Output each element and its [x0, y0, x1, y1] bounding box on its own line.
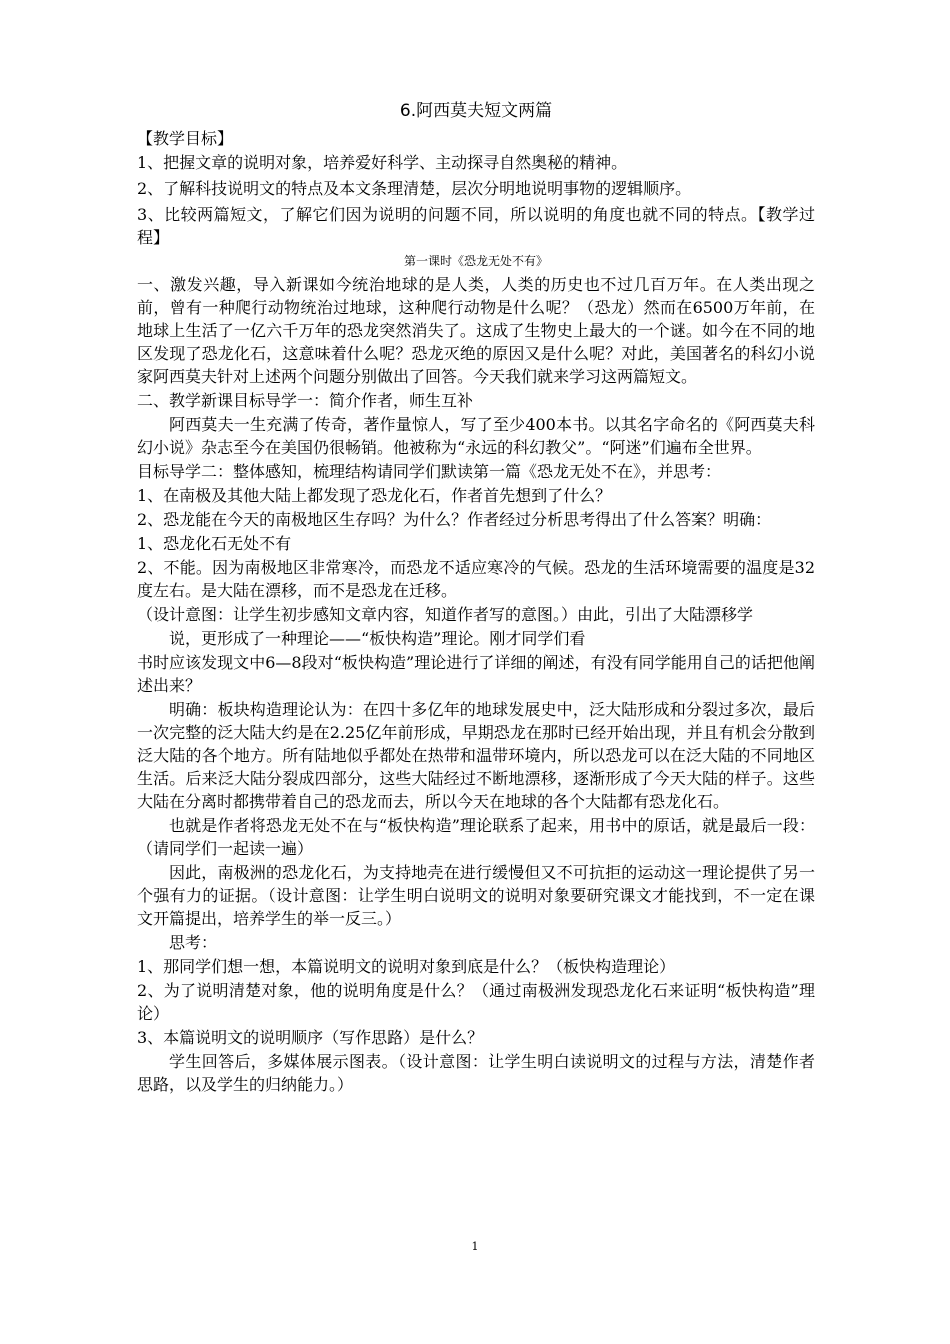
question-1: 1、在南极及其他大陆上都发现了恐龙化石，作者首先想到了什么？ [137, 486, 612, 505]
objective-3: 3、比较两篇短文，了解它们因为说明的问题不同，所以说明的角度也就不同的特点。【教学过程】 [137, 205, 815, 247]
lesson-heading: 第一课时《恐龙无处不有》 [403, 254, 548, 268]
theory-question: 书时应该发现文中6—8段对“板快构造”理论进行了详细的阐述，有没有同学能用自己的话把他阐述出来？ [137, 653, 815, 695]
page-number: 1 [471, 1240, 479, 1253]
document-title: 6.阿西莫夫短文两篇 [399, 101, 553, 121]
design-intent-1: （设计意图：让学生初步感知文章内容，知道作者写的意图。）由此，引出了大陆漂移学 [137, 605, 754, 624]
question-2: 2、恐龙能在今天的南极地区生存吗？为什么？作者经过分析思考得出了什么答案？明确： [137, 510, 772, 529]
closing-paragraph: 学生回答后，多媒体展示图表。（设计意图：让学生明白读说明文的过程与方法，清楚作者思路，以及学生的归纳能力。） [137, 1052, 815, 1094]
answer-2: 2、不能。因为南极地区非常寒冷，而恐龙不适应寒冷的气候。恐龙的生活环境需要的温度是32度左右。是大陆在漂移，而不是恐龙在迁移。 [137, 558, 815, 600]
section-heading-new-lesson: 二、教学新课目标导学一：简介作者，师生互补 [137, 391, 474, 410]
conclusion-paragraph: 因此，南极洲的恐龙化石，为支持地壳在进行缓慢但又不可抗拒的运动这一理论提供了另一个强有力的证据。（设计意图：让学生明白说明文的说明对象要研究课文才能找到，不一定在课文开篇提出，培养学生的举一反三。） [137, 863, 815, 928]
author-paragraph: 阿西莫夫一生充满了传奇，著作量惊人，写了至少400本书。以其名字命名的《阿西莫夫科幻小说》杂志至今在美国仍很畅销。他被称为“永远的科幻教父”。“阿迷”们遍布全世界。 [137, 415, 815, 457]
link-paragraph: 也就是作者将恐龙无处不在与“板快构造”理论联系了起来，用书中的原话，就是最后一段：（请同学们一起读一遍） [137, 816, 815, 858]
document-content [137, 100, 815, 1097]
answer-1: 1、恐龙化石无处不有 [137, 534, 292, 553]
objectives-heading: 【教学目标】 [137, 129, 234, 148]
think-heading: 思考： [169, 933, 218, 952]
think-question-1: 1、那同学们想一想，本篇说明文的说明对象到底是什么？（板快构造理论） [137, 957, 676, 976]
think-question-3: 3、本篇说明文的说明顺序（写作思路）是什么？ [137, 1028, 484, 1047]
think-question-2: 2、为了说明清楚对象，他的说明角度是什么？（通过南极洲发现恐龙化石来证明“板快构造”理论） [137, 981, 815, 1023]
goal-2-paragraph: 目标导学二：整体感知，梳理结构请同学们默读第一篇《恐龙无处不在》，并思考： [137, 462, 722, 481]
intro-paragraph: 一、激发兴趣，导入新课如今统治地球的是人类，人类的历史也不过几百万年。在人类出现之前，曾有一种爬行动物统治过地球，这种爬行动物是什么呢？（恐龙）然而在6500万年前，在地球上生活了一亿六千万年的恐龙突然消失了。这成了生物史上最大的一个谜。如今在不同的地区发现了恐龙化石，这意味着什么呢？恐龙灭绝的原因又是什么呢？对此，美国著名的科幻小说家阿西莫夫针对上述两个问题分别做出了回答。今天我们就来学习这两篇短文。 [137, 275, 815, 386]
theory-line: 说，更形成了一种理论——“板快构造”理论。刚才同学们看 [169, 629, 586, 648]
objective-1: 1、把握文章的说明对象，培养爱好科学、主动探寻自然奥秘的精神。 [137, 153, 628, 172]
plate-tectonics-paragraph: 明确：板块构造理论认为：在四十多亿年的地球发展史中，泛大陆形成和分裂过多次，最后一次完整的泛大陆大约是在2.25亿年前形成，早期恐龙在那时已经开始出现，并且有机会分散到泛大陆的各个地方。所有陆地似乎都处在热带和温带环境内，所以恐龙可以在泛大陆的不同地区生活。后来泛大陆分裂成四部分，这些大陆经过不断地漂移，逐渐形成了今天大陆的样子。这些大陆在分离时都携带着自己的恐龙而去，所以今天在地球的各个大陆都有恐龙化石。 [137, 700, 815, 811]
objective-2: 2、了解科技说明文的特点及本文条理清楚，层次分明地说明事物的逻辑顺序。 [137, 179, 692, 198]
